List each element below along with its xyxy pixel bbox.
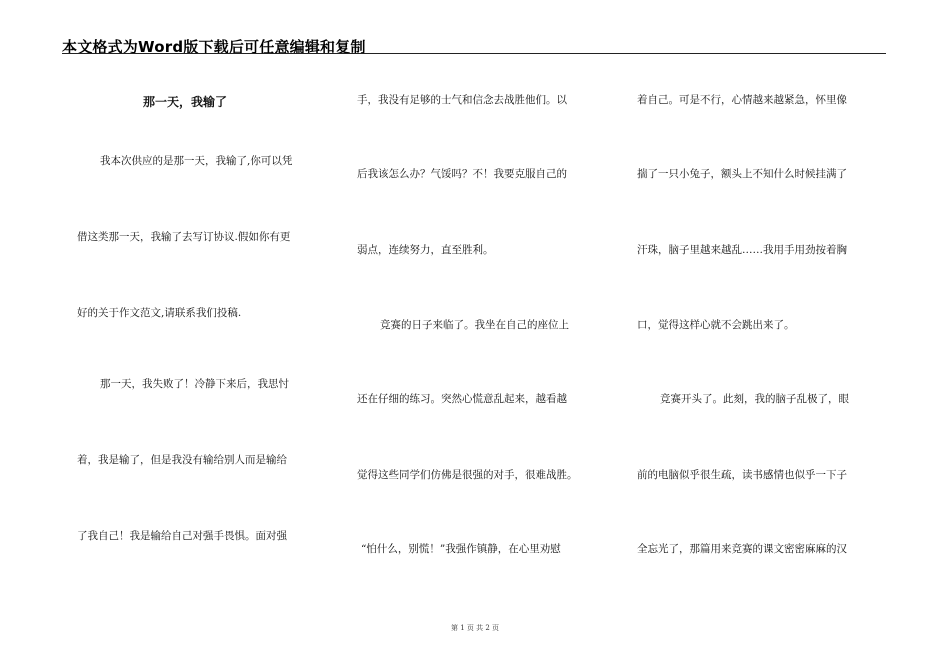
header-divider bbox=[62, 53, 886, 54]
page-number: 第 1 页 共 2 页 bbox=[450, 624, 500, 632]
paragraph-line: 我本次供应的是那一天，我输了,你可以凭 bbox=[100, 155, 293, 167]
paragraph-line: 竞赛开头了。此刻，我的脑子乱极了，眼 bbox=[660, 393, 849, 405]
paragraph-line: 手，我没有足够的士气和信念去战胜他们。以 bbox=[357, 94, 567, 106]
paragraph-line: 借这类那一天，我输了去写订协议.假如你有更 bbox=[77, 231, 291, 243]
paragraph-line: 汗珠，脑子里越来越乱……我用手用劲按着胸 bbox=[637, 244, 847, 256]
paragraph-line: 还在仔细的练习。突然心慌意乱起来，越看越 bbox=[357, 393, 567, 405]
article-title: 那一天，我输了 bbox=[143, 95, 228, 109]
paragraph-line: 前的电脑似乎很生疏，读书感情也似乎一下子 bbox=[637, 469, 847, 481]
paragraph-line: 揣了一只小兔子，额头上不知什么时候挂满了 bbox=[637, 168, 847, 180]
paragraph-line: 那一天，我失败了！冷静下来后，我思忖 bbox=[100, 378, 289, 390]
paragraph-line: 好的关于作文范文,请联系我们投稿. bbox=[77, 307, 242, 319]
paragraph-line: 弱点，连续努力，直至胜利。 bbox=[357, 244, 494, 256]
paragraph-line: 着自己。可是不行，心情越来越紧急，怀里像 bbox=[637, 94, 847, 106]
paragraph-line: 全忘光了，那篇用来竞赛的课文密密麻麻的汉 bbox=[637, 543, 847, 555]
paragraph-line: 口，觉得这样心就不会跳出来了。 bbox=[637, 319, 795, 331]
paragraph-line: “怕什么，别慌！”我强作镇静，在心里劝慰 bbox=[361, 543, 561, 555]
paragraph-line: 竞赛的日子来临了。我坐在自己的座位上 bbox=[380, 319, 569, 331]
paragraph-line: 着，我是输了，但是我没有输给别人而是输给 bbox=[77, 454, 287, 466]
paragraph-line: 觉得这些同学们仿佛是很强的对手，很难战胜。 bbox=[357, 469, 578, 481]
document-header: 本文格式为Word版下载后可任意编辑和复制 bbox=[62, 38, 366, 56]
paragraph-line: 后我该怎么办？气馁吗？不！我要克服自己的 bbox=[357, 168, 567, 180]
paragraph-line: 了我自己！我是输给自己对强手畏惧。面对强 bbox=[77, 530, 287, 542]
